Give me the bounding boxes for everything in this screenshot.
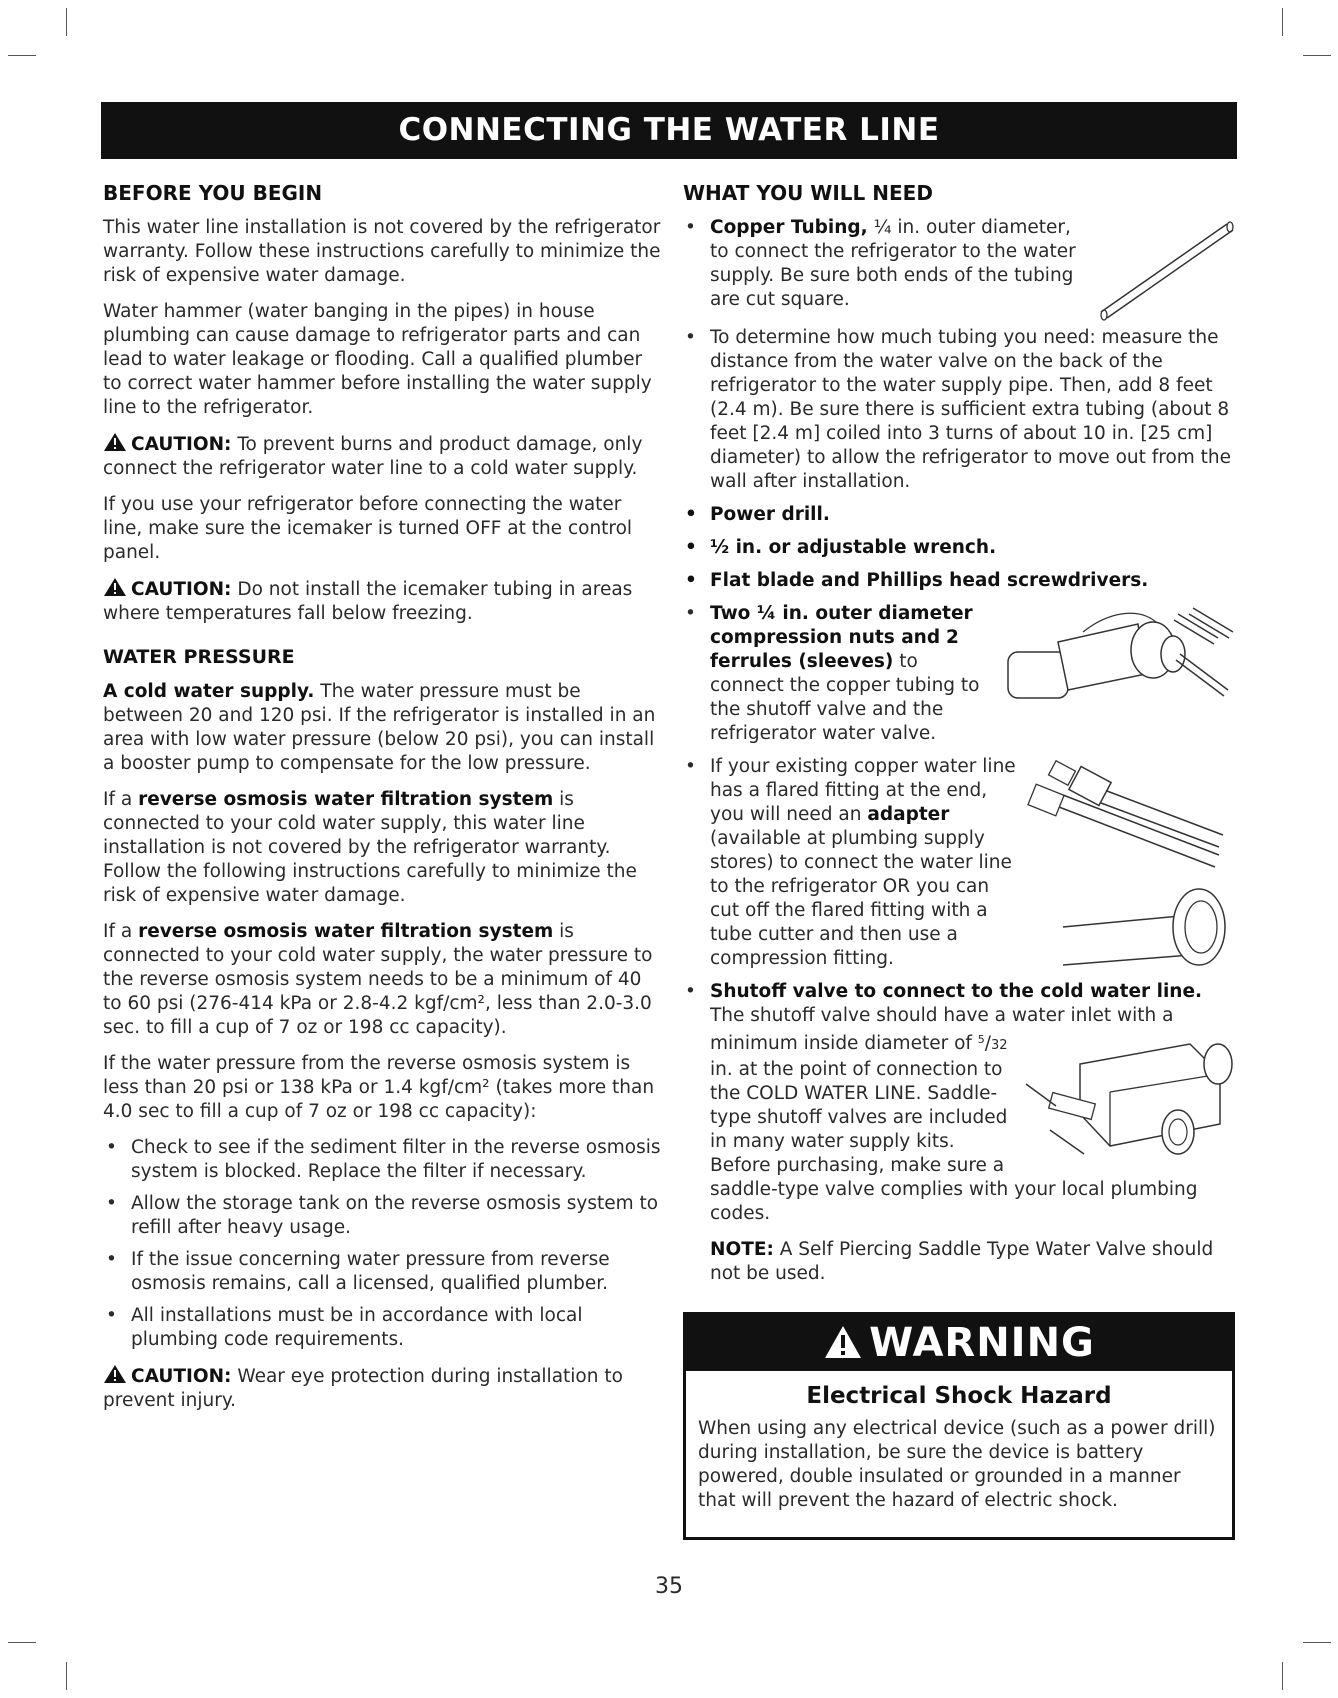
list-item-text: If your existing copper water line has a flared fitting at the end, you will need an — [710, 756, 1016, 825]
paragraph: This water line installation is not covered by the refrigerator warranty. Follow these instructions carefully to minimize the risk of expensive water damage. — [103, 217, 661, 286]
caution-label: CAUTION: — [131, 579, 232, 600]
copper-tubing-illustration — [1093, 216, 1238, 324]
paragraph — [103, 920, 663, 1040]
warning-box — [683, 1312, 1235, 1540]
note-text: A Self Piercing Saddle Type Water Valve should not be used. — [710, 1239, 1214, 1284]
caution-text: To prevent burns and product damage, only connect the refrigerator water line to a cold water supply. — [103, 434, 643, 479]
right-column — [683, 180, 1238, 1298]
list-item — [683, 755, 1238, 971]
warning-title: WARNING — [869, 1320, 1095, 1366]
fraction-numerator: 5 — [977, 1033, 985, 1046]
list-item: • All installations must be in accordance with local plumbing code requirements. — [103, 1304, 663, 1352]
paragraph: If you use your refrigerator before connecting the water line, make sure the icemaker is turned OFF at the control panel. — [103, 494, 633, 563]
list-item: • Allow the storage tank on the reverse osmosis system to refill after heavy usage. — [103, 1192, 663, 1240]
reverse-osmosis-label: reverse osmosis water filtration system — [138, 789, 554, 810]
flared-fitting-illustration — [1023, 755, 1238, 975]
warning-triangle-icon — [823, 1324, 863, 1360]
paragraph-text: If a — [103, 921, 133, 942]
compression-nuts-label: Two ¼ in. outer diameter compression nuts and — [710, 603, 973, 648]
power-drill-illustration — [988, 602, 1238, 718]
reverse-osmosis-label: reverse osmosis water filtration system — [138, 921, 554, 942]
list-item: • Power drill. — [683, 503, 1238, 527]
note-paragraph — [683, 1238, 1238, 1286]
caution-paragraph — [103, 432, 663, 481]
crop-mark — [8, 1642, 36, 1643]
list-item-text: (available at plumbing supply stores) to connect the water line to the refrigerator OR you can cut off the flared fitting with a tube cutter and then use a compression fitting. — [710, 828, 1012, 969]
list-item: • ½ in. or adjustable wrench. — [683, 536, 1238, 560]
adapter-label: adapter — [867, 804, 950, 825]
page-number: 35 — [655, 1574, 683, 1599]
caution-label: CAUTION: — [131, 434, 232, 455]
caution-text: Wear eye protection during installation to prevent injury. — [103, 1366, 623, 1411]
crop-mark — [1282, 1662, 1283, 1690]
paragraph: Water hammer (water banging in the pipes) in house plumbing can cause damage to refrigerator parts and can lead to water leakage or flooding. Call a qualified plumber to correct water hammer before installing the water supply line to the refrigerator. — [103, 301, 652, 418]
before-you-begin-heading: BEFORE YOU BEGIN — [103, 181, 323, 205]
list-item-text: ¼ in. outer diameter, to connect the refrigerator to the water supply. Be sure both ends of the tubing are cut square. — [710, 217, 1076, 310]
crop-mark — [8, 55, 36, 56]
page-title: CONNECTING THE WATER LINE — [101, 102, 1237, 159]
list-item — [683, 602, 1238, 746]
low-pressure-list — [103, 1136, 663, 1352]
caution-label: CAUTION: — [131, 1366, 232, 1387]
list-item: • Shutoff valve to connect to the cold water line. The shutoff valve should have a water inlet with a minimum inside diameter of $^5$/32 in. at the point of connection to the COLD WATER LINE. Saddle-type shutoff valves are included in many water supply kits. Before purchasing, make sure a saddle-type valve complies with your local plumbing codes. — [683, 980, 1238, 1226]
paragraph-text: is connected to your cold water supply, this water line installation is not covered by the refrigerator warranty. Follow the following instructions carefully to minimize the risk of expensive water damage. — [103, 789, 637, 906]
warning-subtitle: Electrical Shock Hazard — [806, 1383, 1112, 1409]
list-item: • Flat blade and Phillips head screwdrivers. — [683, 569, 1238, 593]
paragraph-text: If a — [103, 789, 133, 810]
crop-mark — [66, 8, 67, 36]
fraction-denominator: 32 — [991, 1038, 1008, 1053]
list-item-text: in. at the point of connection to the COLD WATER LINE. Saddle-type shutoff valves are included in many water supply kits. Before purchasing, make sure a saddle-type valve complies with your local plumbing codes. — [710, 1059, 1198, 1224]
warning-text: When using any electrical device (such as a power drill) during installation, be sure the device is battery powered, double insulated or grounded in a manner that will prevent the hazard of electric shock. — [698, 1418, 1216, 1511]
caution-triangle-icon — [103, 1364, 127, 1384]
list-item-text: to connect the copper tubing to the shutoff valve and the refrigerator water valve. — [710, 651, 980, 744]
ferrules-label: 2 ferrules (sleeves) — [710, 627, 959, 672]
warning-header — [686, 1315, 1232, 1371]
caution-triangle-icon — [103, 577, 127, 597]
crop-mark — [1303, 55, 1331, 56]
caution-paragraph — [103, 577, 663, 626]
list-item-text: The shutoff valve should have a water inlet with a minimum inside diameter of — [710, 1005, 1174, 1054]
paragraph: If the water pressure from the reverse osmosis system is less than 20 psi or 138 kPa or 1.4 kgf/cm² (takes more than 4.0 sec to fill a cup of 7 oz or 198 cc capacity): — [103, 1053, 655, 1122]
list-item: • Check to see if the sediment filter in the reverse osmosis system is blocked. Replace the filter if necessary. — [103, 1136, 663, 1184]
cold-water-supply-label: A cold water supply. — [103, 681, 315, 702]
water-pressure-heading: WATER PRESSURE — [103, 646, 295, 668]
saddle-valve-illustration — [1020, 1034, 1238, 1170]
crop-mark — [66, 1662, 67, 1690]
paragraph-text: The water pressure must be between 20 and 120 psi. If the refrigerator is installed in an area with low water pressure (below 20 psi), you can install a booster pump to compensate for the low pressure. — [103, 681, 656, 774]
copper-tubing-label: Copper Tubing, — [710, 217, 868, 238]
paragraph — [103, 680, 663, 776]
crop-mark — [1282, 8, 1283, 36]
note-label: NOTE: — [710, 1239, 774, 1260]
caution-paragraph — [103, 1364, 663, 1413]
caution-text: Do not install the icemaker tubing in areas where temperatures fall below freezing. — [103, 579, 633, 624]
shutoff-valve-label: Shutoff valve to connect to the cold water line. — [710, 981, 1203, 1002]
paragraph-text: is connected to your cold water supply, the water pressure to the reverse osmosis system needs to be a minimum of 40 to 60 psi (276-414 kPa or 2.8-4.2 kgf/cm², less than 2.0-3.0 sec. to fill a cup of 7 oz or 198 cc capacity). — [103, 921, 653, 1038]
list-item: • If the issue concerning water pressure from reverse osmosis remains, call a licensed, qualified plumber. — [103, 1248, 663, 1296]
list-item: • To determine how much tubing you need: measure the distance from the water valve on the back of the refrigerator to the water supply pipe. Then, add 8 feet (2.4 m). Be sure there is sufficient extra tubing (about 8 feet [2.4 m] coiled into 3 turns of about 10 in. [25 cm] diameter) to allow the refrigerator to move out from the wall after installation. — [683, 326, 1238, 494]
paragraph — [103, 788, 663, 908]
crop-mark — [1303, 1642, 1331, 1643]
caution-triangle-icon — [103, 432, 127, 452]
list-item — [683, 216, 1238, 312]
supplies-list — [683, 216, 1238, 1226]
left-column — [103, 180, 663, 1425]
what-you-will-need-heading: WHAT YOU WILL NEED — [683, 181, 933, 205]
